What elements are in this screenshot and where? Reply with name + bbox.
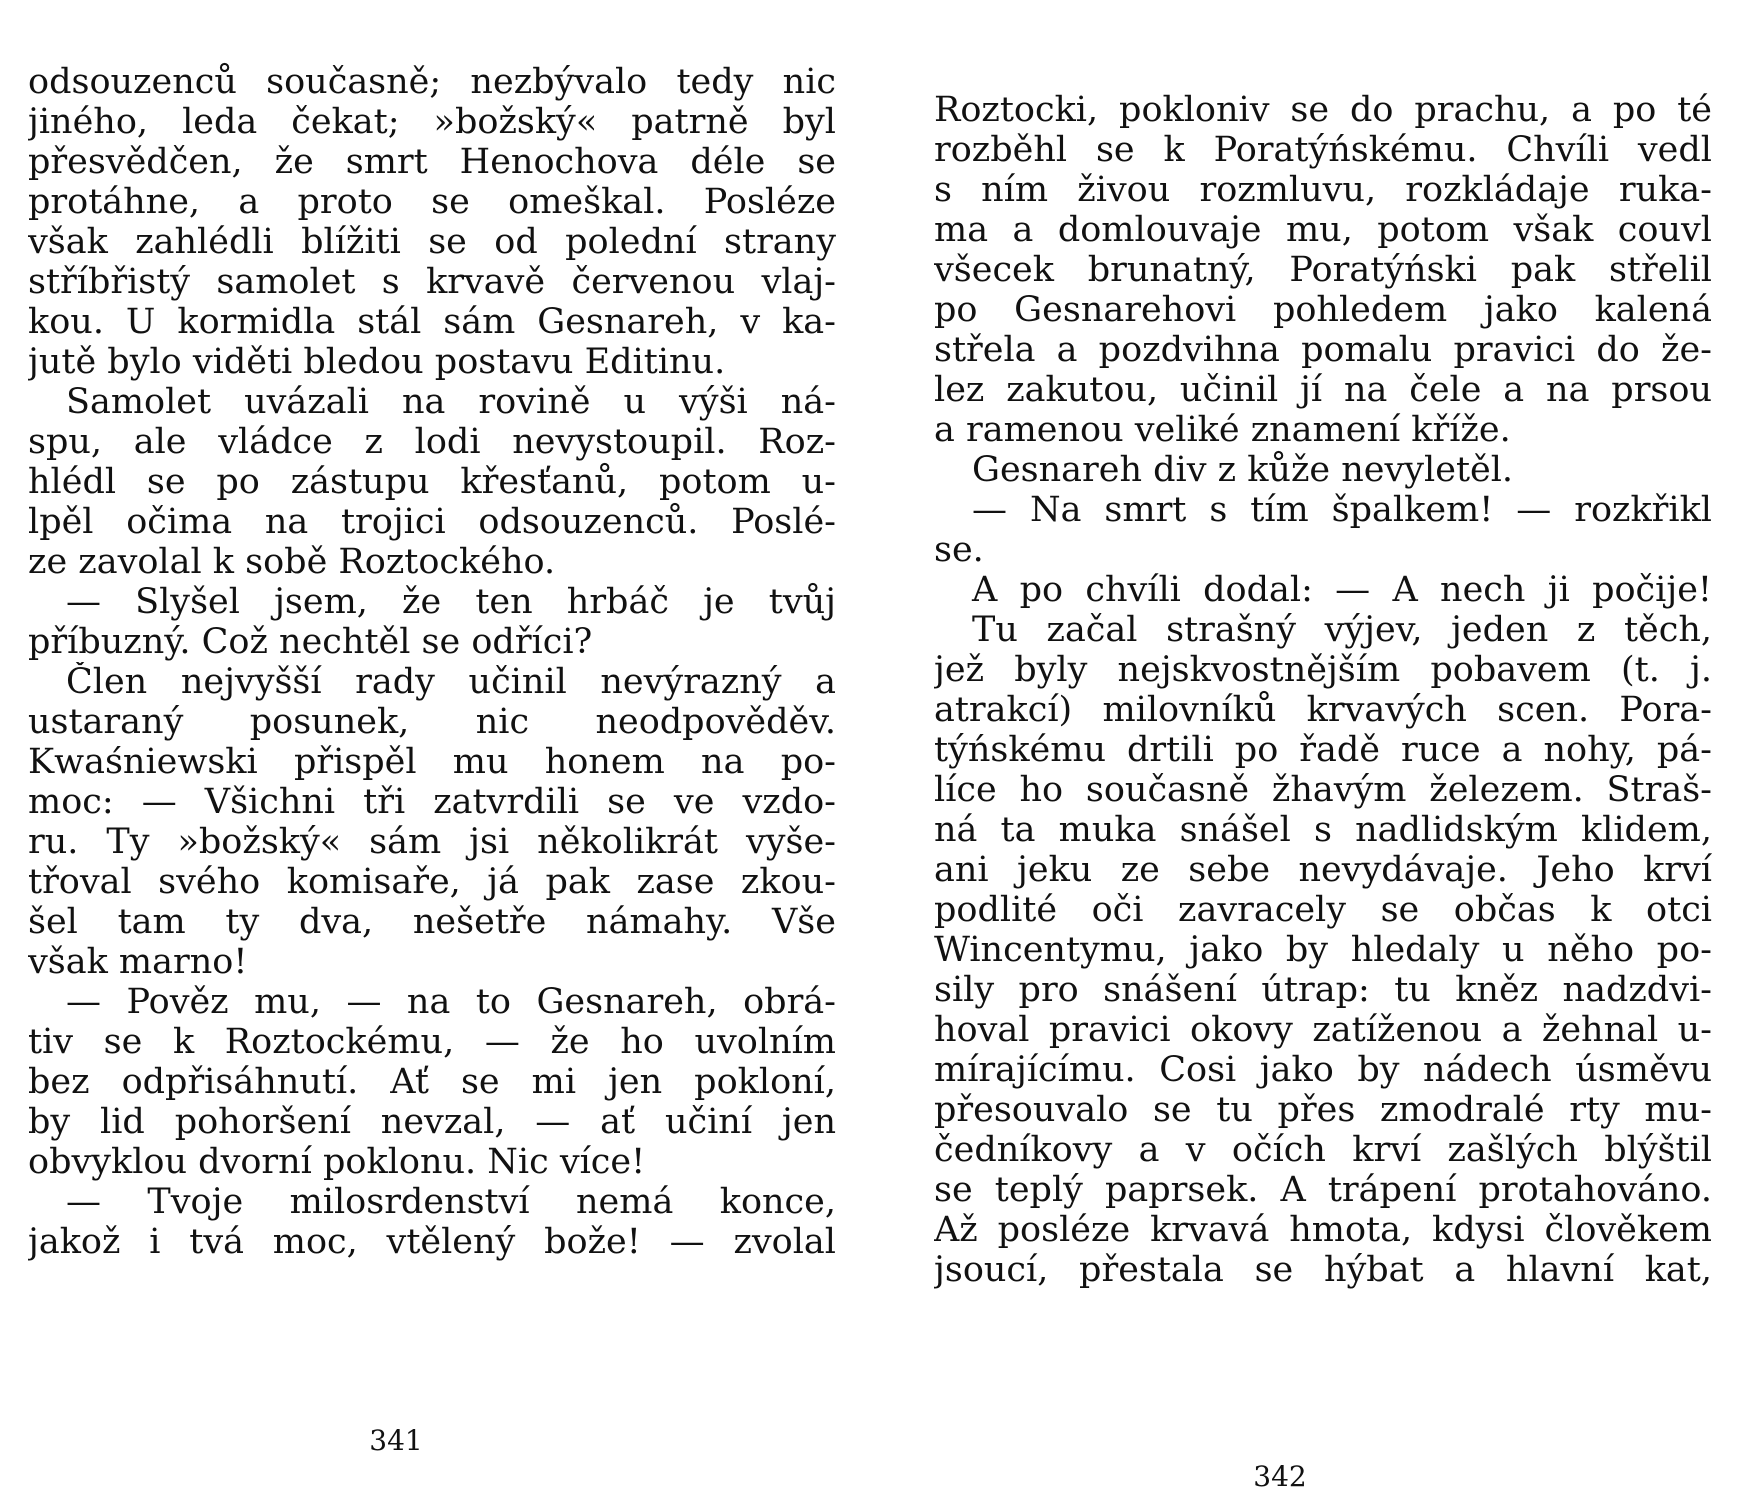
text-line: — Pověz mu, — na to Gesnareh, obrá- [66, 982, 836, 1022]
right-page [874, 0, 1748, 1500]
text-line: ná ta muka snášel s nadlidským klidem, [934, 810, 1712, 850]
text-line: střela a pozdvihna pomalu pravici do že- [934, 330, 1712, 370]
text-line: — Slyšel jsem, že ten hrbáč je tvůj [66, 582, 836, 622]
right-page-text [934, 90, 1712, 1290]
text-line: se teplý paprsek. A trápení protahováno. [934, 1170, 1712, 1210]
text-line: by lid pohoršení nevzal, — ať učiní jen [28, 1102, 836, 1142]
text-line: A po chvíli dodal: — A nech ji počije! [972, 570, 1712, 610]
text-line: stříbřistý samolet s krvavě červenou vlaj- [28, 262, 836, 302]
right-page-number: 342 [1253, 1460, 1307, 1493]
text-line: spu, ale vládce z lodi nevystoupil. Roz- [28, 422, 836, 462]
text-line: jiného, leda čekat; »božský« patrně byl [28, 102, 836, 142]
left-page-text [28, 62, 836, 1262]
text-line: — Na smrt s tím špalkem! — rozkřikl [972, 490, 1712, 530]
text-line: čedníkovy a v očích krví zašlých blýštil [934, 1130, 1712, 1170]
text-line: ru. Ty »božský« sám jsi několikrát vyše- [28, 822, 836, 862]
text-line: a ramenou veliké znamení kříže. [934, 410, 1511, 450]
text-line: po Gesnarehovi pohledem jako kalená [934, 290, 1712, 330]
text-line: šel tam ty dva, nešetře námahy. Vše [28, 902, 836, 942]
text-line: příbuzný. Což nechtěl se odříci? [28, 622, 593, 662]
text-line: jakož i tvá moc, vtělený bože! — zvolal [28, 1222, 836, 1262]
text-line: ustaraný posunek, nic neodpověděv. [28, 702, 836, 742]
text-line: přesvědčen, že smrt Henochova déle se [28, 142, 836, 182]
text-line: ze zavolal k sobě Roztockého. [28, 542, 556, 582]
text-line: kou. U kormidla stál sám Gesnareh, v ka- [28, 302, 836, 342]
text-line: Až posléze krvavá hmota, kdysi člověkem [934, 1210, 1712, 1250]
text-line: třoval svého komisaře, já pak zase zkou- [28, 862, 836, 902]
text-line: s ním živou rozmluvu, rozkládaje ruka- [934, 170, 1712, 210]
text-line: sily pro snášení útrap: tu kněz nadzdvi- [934, 970, 1712, 1010]
text-line: týńskému drtili po řadě ruce a nohy, pá- [934, 730, 1712, 770]
text-line: však marno! [28, 942, 248, 982]
text-line: protáhne, a proto se omeškal. Posléze [28, 182, 836, 222]
text-line: odsouzenců současně; nezbývalo tedy nic [28, 62, 836, 102]
text-line: přesouvalo se tu přes zmodralé rty mu- [934, 1090, 1712, 1130]
text-line: jutě bylo viděti bledou postavu Editinu. [28, 342, 726, 382]
text-line: Wincentymu, jako by hledaly u něho po- [934, 930, 1712, 970]
text-line: však zahlédli blížiti se od polední strany [28, 222, 836, 262]
text-line: jež byly nejskvostnějším pobavem (t. j. [934, 650, 1712, 690]
text-line: Gesnareh div z kůže nevyletěl. [972, 450, 1514, 490]
text-line: všecek brunatný, Poratýński pak střelil [934, 250, 1712, 290]
text-line: ani jeku ze sebe nevydávaje. Jeho krví [934, 850, 1712, 890]
text-line: podlité oči zavracely se občas k otci [934, 890, 1712, 930]
text-line: Samolet uvázali na rovině u výši ná- [66, 382, 836, 422]
text-line: Tu začal strašný výjev, jeden z těch, [972, 610, 1712, 650]
left-page-number: 341 [369, 1424, 423, 1457]
text-line: lez zakutou, učinil jí na čele a na prsou [934, 370, 1712, 410]
text-line: tiv se k Roztockému, — že ho uvolním [28, 1022, 836, 1062]
text-line: rozběhl se k Poratýńskému. Chvíli vedl [934, 130, 1712, 170]
text-line: Člen nejvyšší rady učinil nevýrazný a [66, 662, 836, 702]
text-line: líce ho současně žhavým železem. Straš- [934, 770, 1712, 810]
text-line: lpěl očima na trojici odsouzenců. Poslé- [28, 502, 836, 542]
text-line: Roztocki, pokloniv se do prachu, a po té [934, 90, 1712, 130]
text-line: atrakcí) milovníků krvavých scen. Pora- [934, 690, 1712, 730]
text-line: bez odpřisáhnutí. Ať se mi jen pokloní, [28, 1062, 836, 1102]
text-line: jsoucí, přestala se hýbat a hlavní kat, [934, 1250, 1712, 1290]
text-line: obvyklou dvorní poklonu. Nic více! [28, 1142, 646, 1182]
text-line: hoval pravici okovy zatíženou a žehnal u- [934, 1010, 1712, 1050]
text-line: mírajícímu. Cosi jako by nádech úsměvu [934, 1050, 1712, 1090]
text-line: ma a domlouvaje mu, potom však couvl [934, 210, 1712, 250]
text-line: moc: — Všichni tři zatvrdili se ve vzdo- [28, 782, 836, 822]
text-line: Kwaśniewski přispěl mu honem na po- [28, 742, 836, 782]
text-line: — Tvoje milosrdenství nemá konce, [66, 1182, 836, 1222]
text-line: se. [934, 530, 984, 570]
text-line: hlédl se po zástupu křesťanů, potom u- [28, 462, 836, 502]
